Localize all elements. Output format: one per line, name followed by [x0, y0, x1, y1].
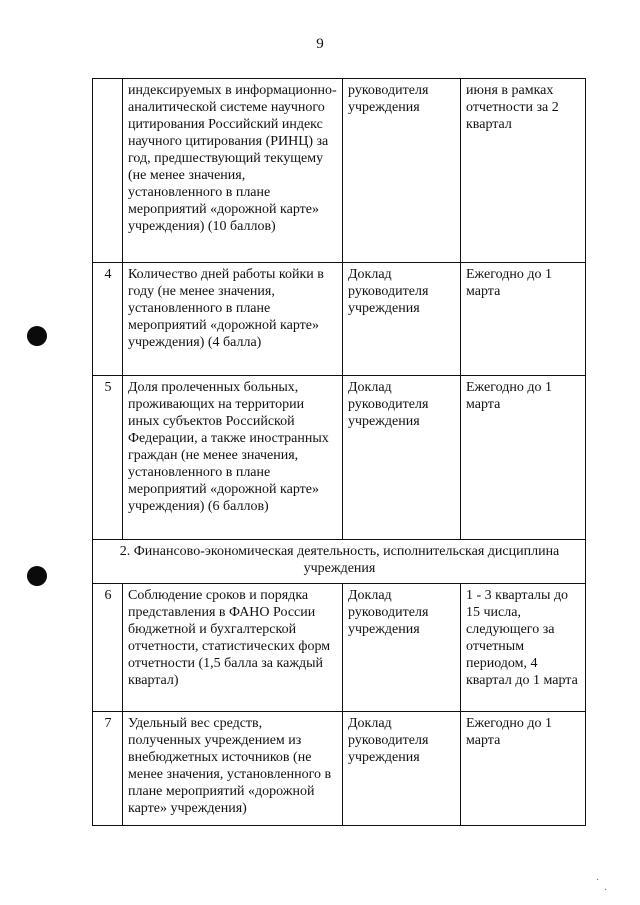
scan-speck: ·	[604, 885, 608, 896]
section-row	[93, 540, 586, 584]
table-row	[93, 712, 586, 826]
row-number: 5	[93, 376, 123, 540]
row-number: 4	[93, 263, 123, 376]
source-cell: Доклад руководителя учреждения	[343, 584, 461, 712]
deadline-cell: Ежегодно до 1 марта	[461, 376, 586, 540]
deadline-cell: июня в рамках отчетности за 2 квартал	[461, 79, 586, 263]
deadline-cell: Ежегодно до 1 марта	[461, 712, 586, 826]
row-number	[93, 79, 123, 263]
indicator-cell: Количество дней работы койки в году (не менее значения, установленного в плане мероприятий «дорожной карте» учреждения) (4 балла)	[123, 263, 343, 376]
source-cell: руководителя учреждения	[343, 79, 461, 263]
table-row	[93, 79, 586, 263]
scan-speck: ·	[596, 875, 600, 886]
indicator-cell: Доля пролеченных больных, проживающих на территории иных субъектов Российской Федерации, а также иностранных граждан (не менее значения, установленного в плане мероприятий «дорожной карте» учреждения) (6 баллов)	[123, 376, 343, 540]
punch-hole-mark	[27, 566, 47, 586]
table-row	[93, 376, 586, 540]
source-cell: Доклад руководителя учреждения	[343, 376, 461, 540]
table-row	[93, 584, 586, 712]
deadline-cell: Ежегодно до 1 марта	[461, 263, 586, 376]
page-number: 9	[316, 36, 324, 52]
indicator-cell: индексируемых в информационно-аналитической системе научного цитирования Российский индекс научного цитирования (РИНЦ) за год, предшествующий текущему (не менее значения, установленного в плане мероприятий «дорожной карте» учреждения) (10 баллов)	[123, 79, 343, 263]
table-row	[93, 263, 586, 376]
punch-hole-mark	[27, 326, 47, 346]
section-title: 2. Финансово-экономическая деятельность, исполнительская дисциплина учреждения	[93, 540, 586, 584]
indicator-cell: Удельный вес средств, полученных учреждением из внебюджетных источников (не менее значения, установленного в плане мероприятий «дорожной карте» учреждения)	[123, 712, 343, 826]
source-cell: Доклад руководителя учреждения	[343, 712, 461, 826]
criteria-table	[92, 78, 586, 826]
deadline-cell: 1 - 3 кварталы до 15 числа, следующего за отчетным периодом, 4 квартал до 1 марта	[461, 584, 586, 712]
row-number: 7	[93, 712, 123, 826]
indicator-cell: Соблюдение сроков и порядка представления в ФАНО России бюджетной и бухгалтерской отчетности, статистических форм отчетности (1,5 балла за каждый квартал)	[123, 584, 343, 712]
source-cell: Доклад руководителя учреждения	[343, 263, 461, 376]
row-number: 6	[93, 584, 123, 712]
